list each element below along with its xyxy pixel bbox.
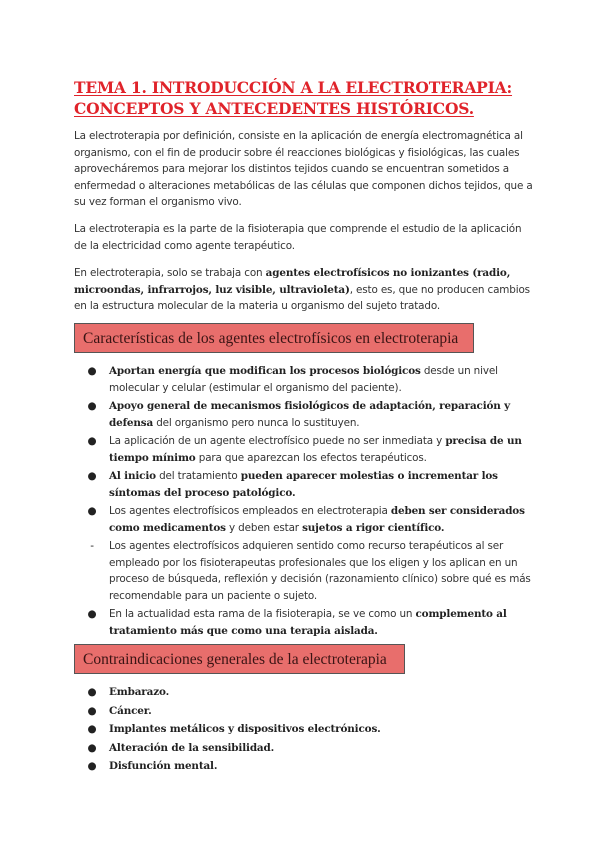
list-item [74,758,536,775]
list-item [74,684,536,701]
list-item-text: En la actualidad esta rama de la fisioterapia, se ve como un [109,608,416,620]
bullet-icon: ● [87,435,97,447]
paragraph-agentes-text-c: , esto es, que no producen cambios en la estructura molecular de la materia u organismo del sujeto tratado. [74,283,530,312]
bullet-icon: ● [87,470,97,482]
section-heading-contraindicaciones: Contraindicaciones generales de la electroterapia [74,644,405,674]
list-item [74,433,536,466]
paragraph-fisioterapia: La electroterapia es la parte de la fisioterapia que comprende el estudio de la aplicación de la electricidad como agente terapéutico. [74,223,522,252]
list-item [74,721,536,738]
bullet-icon: ● [87,505,97,517]
list-item-text: La aplicación de un agente electrofísico puede no ser inmediata y [109,435,446,447]
list-item-bold: Aportan energía que modifican los procesos biológicos [109,365,421,377]
list-item-text: para que aparezcan los efectos terapéuticos. [195,451,427,464]
title-line-2: CONCEPTOS Y ANTECEDENTES HISTÓRICOS. [74,99,474,118]
list-item-bold: deben ser considerados como medicamentos [109,505,525,534]
list-item-text: desde un nivel molecular y celular (estimular el organismo del paciente). [109,365,498,394]
bullet-icon: ● [87,723,97,735]
contraindicaciones-list [74,684,536,777]
list-item [74,606,536,639]
bullet-icon: ● [87,704,97,717]
list-item-bold: Implantes metálicos y dispositivos electrónicos. [109,723,381,735]
paragraph-definition: La electroterapia por definición, consiste en la aplicación de energía electromagnética al organismo, con el fin de producir sobre él reacciones biológicas y fisiológicas, las cuales aprovecháremos para mejorar los distintos tejidos cuando se encuentran sometidos a enfermedad o alteraciones metabólicas de las células que componen dichos tejidos, que a su vez forman el organismo vivo. [74,130,533,208]
bullet-icon: ● [87,365,97,377]
list-item [74,538,536,604]
paragraph-agentes-bold: agentes electrofísicos no ionizantes (radio, microondas, infrarrojos, luz visible, ultravioleta) [74,267,511,296]
bullet-icon: ● [87,741,97,754]
caracteristicas-list [74,363,536,641]
list-item-bold: Al inicio [109,470,156,482]
list-item-text: Los agentes electrofísicos adquieren sentido como recurso terapéuticos al ser empleado por los fisioterapeutas profesionales que los eligen y los aplican en un proceso de búsqueda, reflexión y decisión (razonamiento clínico) sobre qué es más recomendable para un paciente o sujeto. [109,540,531,602]
list-item-bold: pueden aparecer molestias o incrementar los síntomas del proceso patológico. [109,470,498,499]
list-item [74,503,536,536]
list-item-bold: Apoyo general de mecanismos fisiológicos de adaptación, reparación y defensa [109,400,511,429]
list-item [74,398,536,431]
bullet-icon: ● [87,608,97,620]
list-item-bold: complemento al tratamiento más que como una terapia aislada. [109,608,507,637]
list-item-bold: Alteración de la sensibilidad. [109,741,275,754]
bullet-icon: ● [87,760,97,772]
list-item-bold: precisa de un tiempo mínimo [109,435,522,464]
paragraph-agentes-text-a: En electroterapia, solo se trabaja con [74,267,266,279]
bullet-icon: ● [87,400,97,412]
title-line-1: TEMA 1. INTRODUCCIÓN A LA ELECTROTERAPIA: [74,78,513,97]
list-item [74,363,536,396]
list-item-text: del organismo pero nunca lo sustituyen. [153,416,360,429]
page-title [74,77,544,119]
list-item [74,703,536,720]
list-item-bold: Disfunción mental. [109,760,218,772]
dash-icon: - [90,540,94,552]
list-item-bold: sujetos a rigor científico. [302,521,445,534]
section-heading-caracteristicas: Características de los agentes electrofísicos en electroterapia [74,323,474,353]
list-item-bold: Cáncer. [109,704,152,717]
list-item-text: y deben estar [225,521,303,534]
list-item-text: del tratamiento [155,470,241,482]
paragraph-agentes [74,265,536,315]
list-item [74,740,536,757]
list-item [74,468,536,501]
list-item-bold: Embarazo. [109,686,170,698]
list-item-text: Los agentes electrofísicos empleados en electroterapia [109,505,391,517]
bullet-icon: ● [87,686,97,698]
